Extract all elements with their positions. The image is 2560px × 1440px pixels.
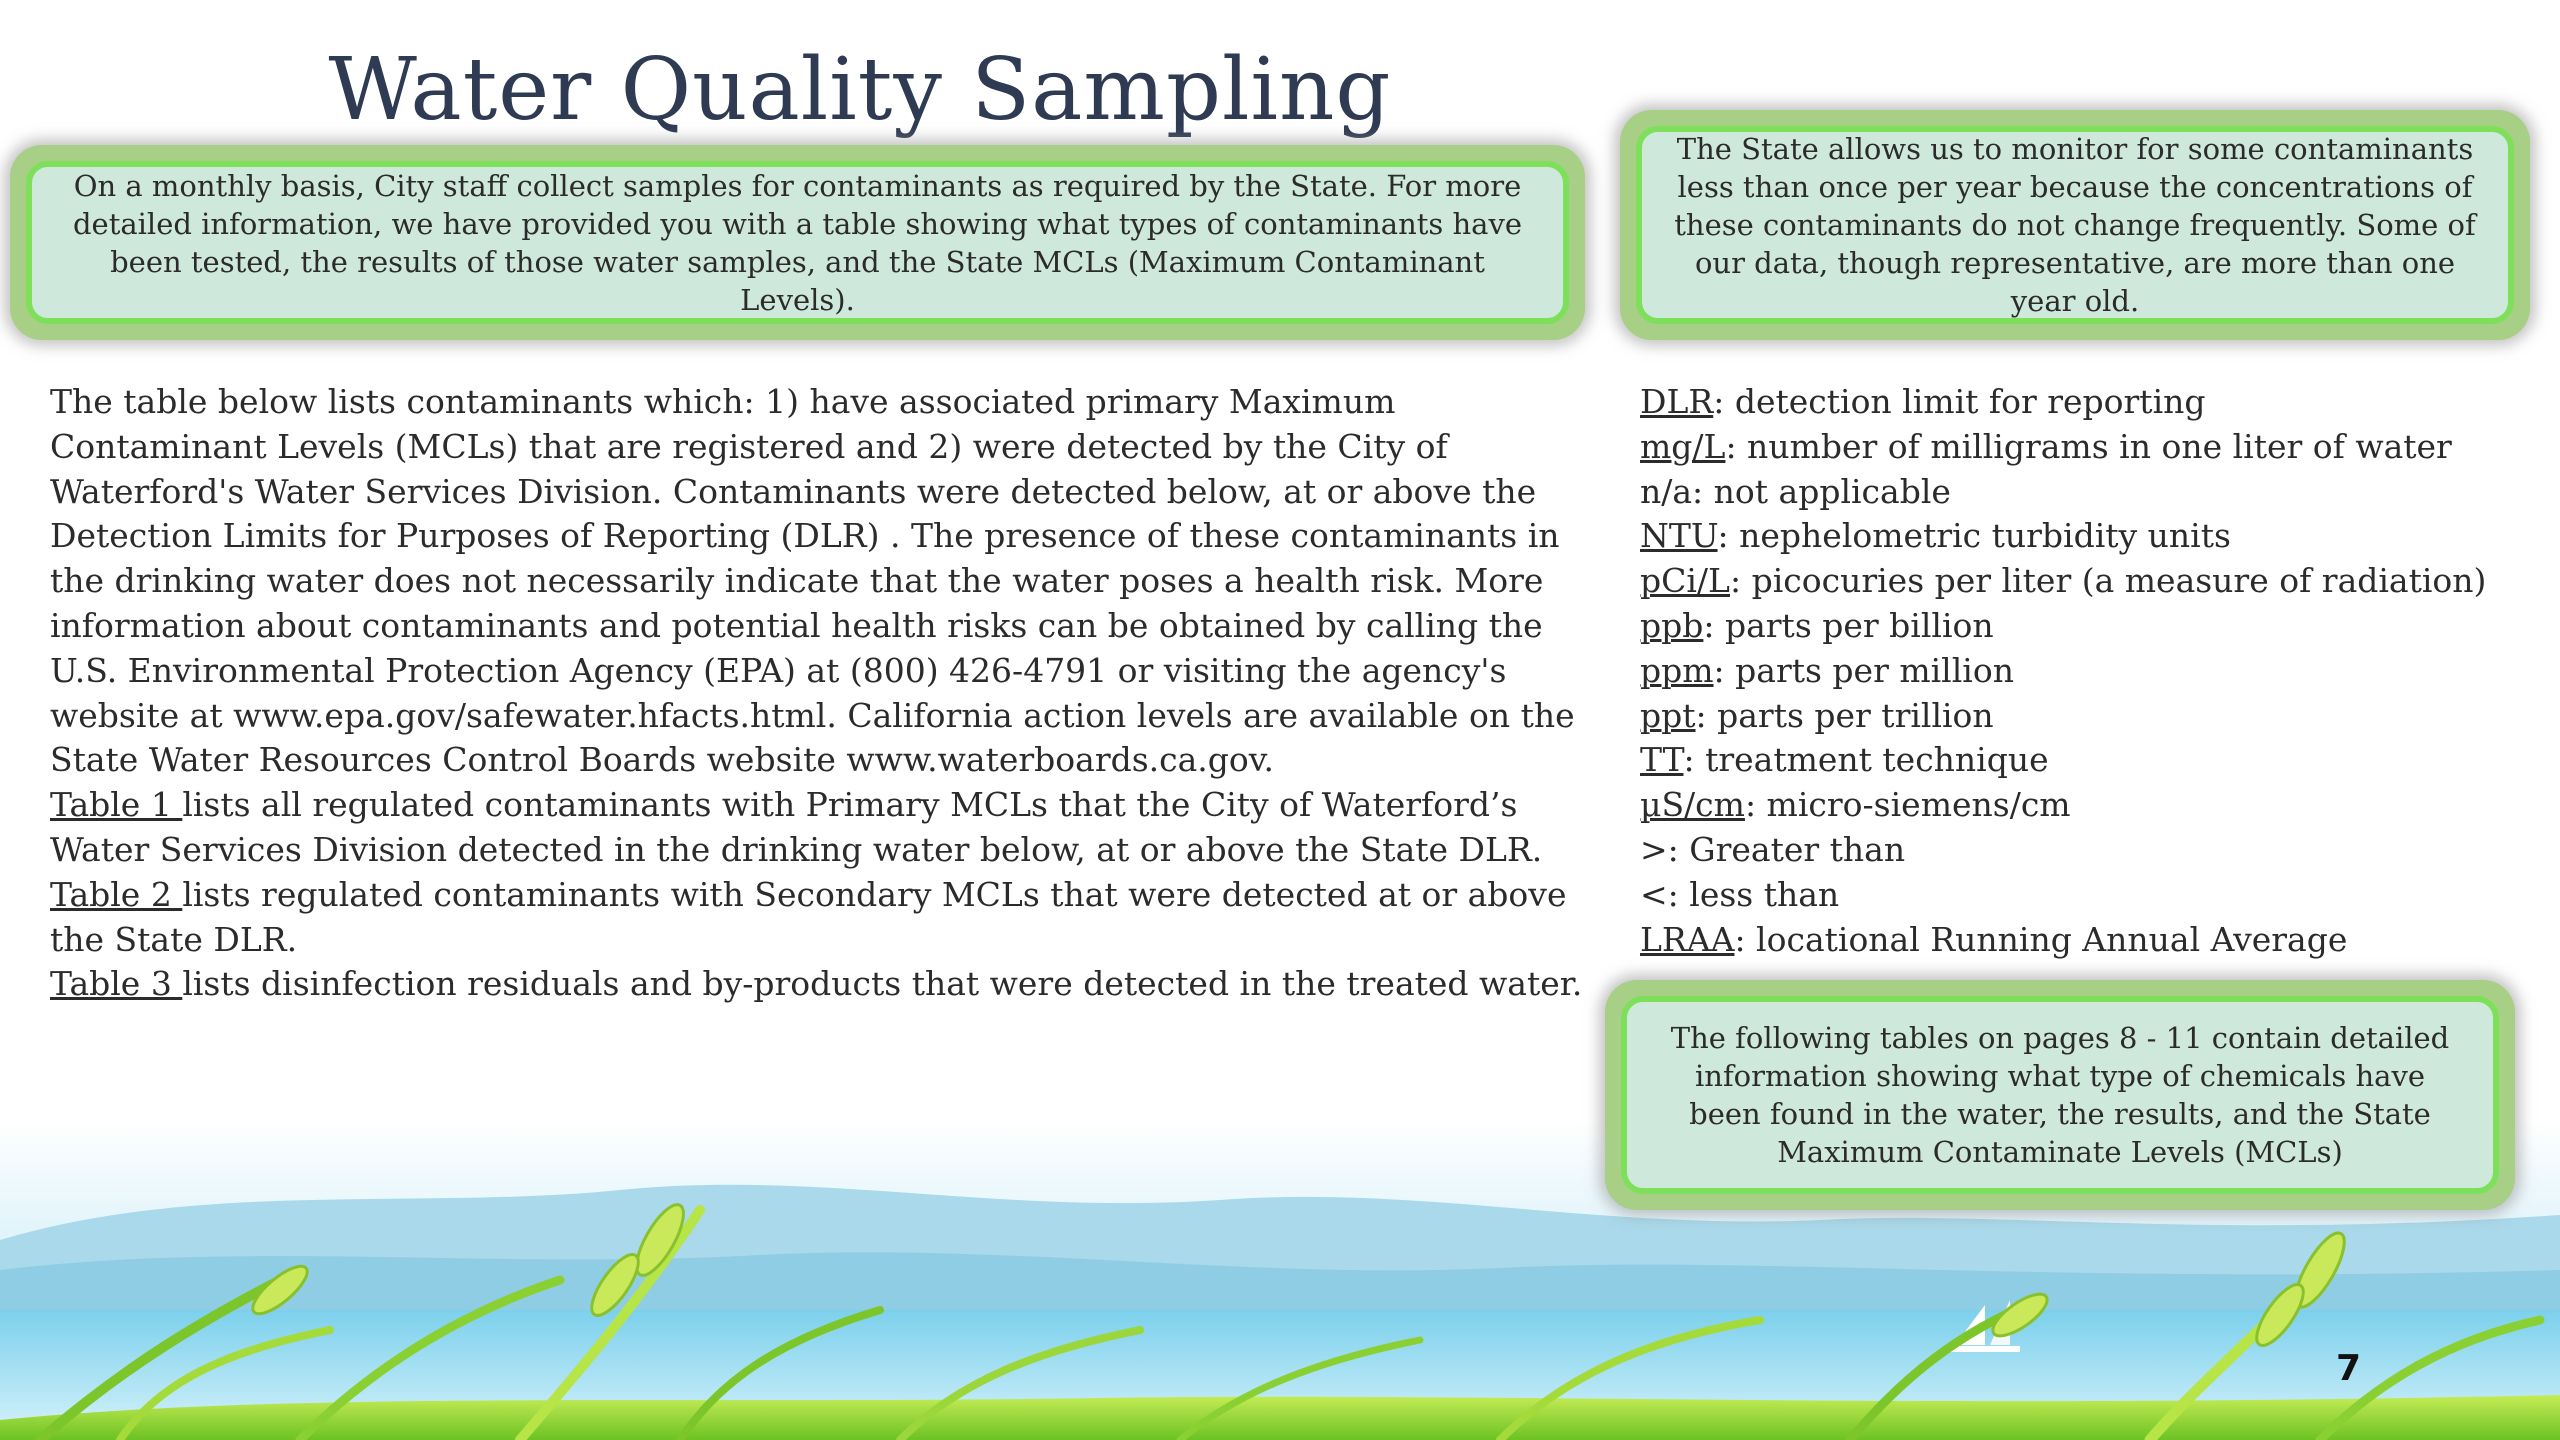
page-number: 7 — [2336, 1348, 2362, 1389]
glossary-term: pCi/L — [1640, 561, 1730, 601]
glossary-term: ppt — [1640, 695, 1696, 735]
table-2-description: lists regulated contaminants with Secondary MCLs that were detected at or above the State DLR. — [50, 874, 1567, 959]
glossary-definition: : parts per trillion — [1695, 695, 1994, 735]
table-1-link[interactable]: Table 1 — [50, 785, 183, 825]
intro-paragraph: The table below lists contaminants which: 1) have associated primary Maximum Contaminant Levels (MCLs) that are registered and 2) were detected by the City of Waterford's Water Services Division. Contaminants were detected below, at or above the Detection Limits for Purposes of Reporting (DLR) . The presence of these contaminants in the drinking water does not necessarily indicate that the water poses a health risk. More information about contaminants and potential health risks can be obtained by calling the U.S. Environmental Protection Agency (EPA) at (800) 426-4791 or visiting the agency's website at www.epa.gov/safewater.hfacts.html. California action levels are available on the State Water Resources Control Boards website www.waterboards.ca.gov. — [50, 382, 1575, 780]
glossary-item — [1640, 918, 2540, 963]
glossary-definition: : treatment technique — [1683, 740, 2049, 780]
glossary-term: NTU — [1640, 516, 1718, 556]
glossary-definition: n/a: not applicable — [1640, 471, 1951, 511]
glossary-definition: : picocuries per liter (a measure of radiation) — [1729, 561, 2487, 601]
glossary-definition: : number of milligrams in one liter of water — [1725, 426, 2452, 466]
glossary-item — [1640, 783, 2540, 828]
table-1-description: lists all regulated contaminants with Primary MCLs that the City of Waterford’s Water Services Division detected in the drinking water below, at or above the State DLR. — [50, 785, 1543, 869]
table-2-link[interactable]: Table 2 — [50, 874, 183, 914]
glossary-item — [1640, 425, 2540, 470]
monthly-sampling-callout-text: On a monthly basis, City staff collect samples for contaminants as required by the State. For more detailed information, we have provided you with a table showing what types of contaminants have been tested, the results of those water samples, and the State MCLs (Maximum Contaminant Levels). — [26, 161, 1569, 324]
state-monitoring-callout — [1620, 110, 2530, 340]
glossary-term: DLR — [1640, 382, 1714, 421]
glossary-term: µS/cm — [1640, 785, 1745, 825]
body-text — [50, 380, 1590, 1007]
glossary-definition: <: less than — [1640, 874, 1840, 914]
glossary — [1640, 380, 2540, 962]
glossary-definition: : micro-siemens/cm — [1744, 785, 2071, 825]
table-2-line — [50, 873, 1590, 963]
monthly-sampling-callout — [10, 145, 1585, 340]
glossary-item — [1640, 828, 2540, 873]
glossary-definition: >: Greater than — [1640, 829, 1906, 869]
glossary-item — [1640, 559, 2540, 604]
glossary-term: ppm — [1640, 650, 1714, 690]
glossary-item — [1640, 649, 2540, 694]
glossary-item — [1640, 604, 2540, 649]
glossary-term: ppb — [1640, 605, 1704, 645]
glossary-item — [1640, 470, 2540, 515]
table-3-line — [50, 962, 1590, 1007]
glossary-item — [1640, 873, 2540, 918]
table-3-description: lists disinfection residuals and by-products that were detected in the treated water. — [182, 964, 1583, 1004]
glossary-item — [1640, 380, 2540, 425]
page-title: Water Quality Sampling — [328, 40, 1392, 140]
tables-info-callout-text: The following tables on pages 8 - 11 contain detailed information showing what type of chemicals have been found in the water, the results, and the State Maximum Contaminate Levels (MCLs) — [1621, 996, 2499, 1194]
state-monitoring-callout-text: The State allows us to monitor for some contaminants less than once per year because the concentrations of these contaminants do not change frequently. Some of our data, though representative, are more than one year old. — [1636, 126, 2514, 324]
glossary-definition: : nephelometric turbidity units — [1717, 516, 2231, 556]
table-1-line — [50, 783, 1590, 873]
glossary-definition: : parts per million — [1713, 650, 2014, 690]
table-3-link[interactable]: Table 3 — [50, 964, 183, 1004]
tables-info-callout — [1605, 980, 2515, 1210]
glossary-item — [1640, 694, 2540, 739]
glossary-definition: : locational Running Annual Average — [1734, 919, 2348, 959]
glossary-term: LRAA — [1640, 919, 1735, 959]
glossary-term: mg/L — [1640, 426, 1726, 466]
glossary-term: TT — [1640, 740, 1684, 780]
glossary-item — [1640, 738, 2540, 783]
glossary-definition: : detection limit for reporting — [1713, 382, 2206, 421]
glossary-definition: : parts per billion — [1703, 605, 1994, 645]
glossary-item — [1640, 514, 2540, 559]
